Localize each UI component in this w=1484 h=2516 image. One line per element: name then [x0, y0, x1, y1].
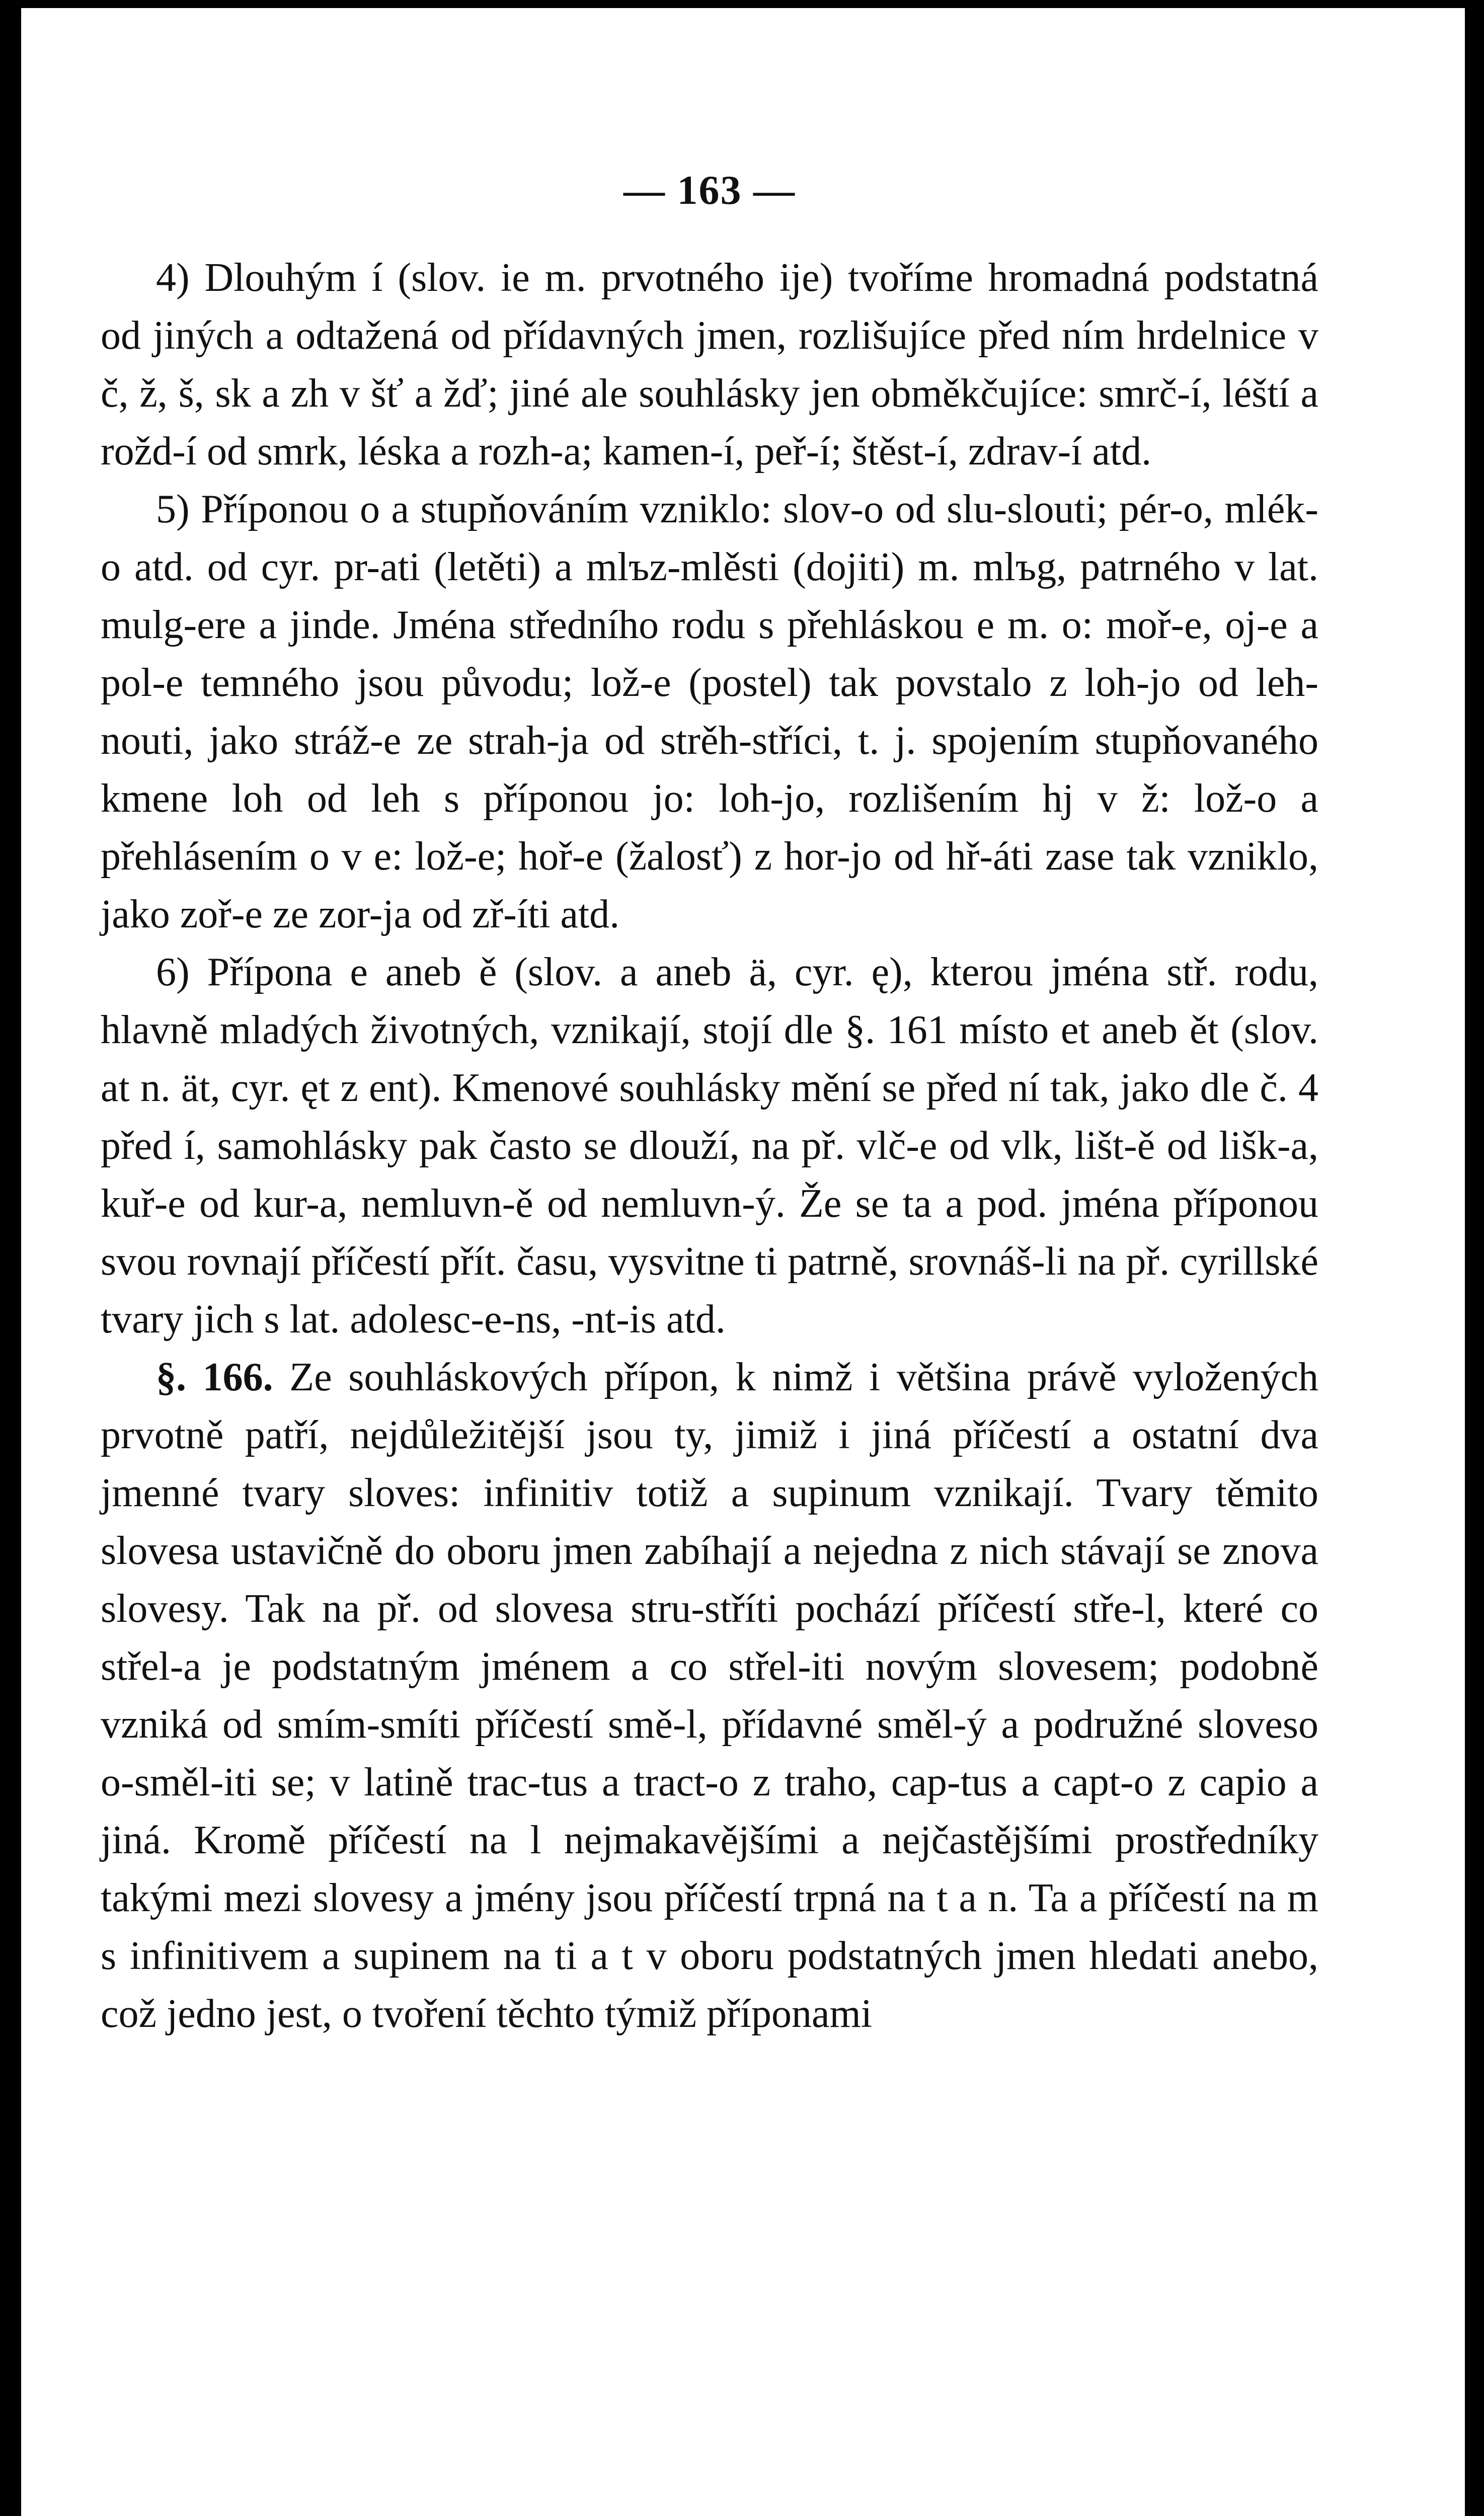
page-text-area	[101, 161, 1318, 2043]
paragraph-6: 6) Přípona e aneb ě (slov. a aneb ä, cyr. ę), kterou jména stř. rodu, hlavně mladých životných, vznikají, stojí dle §. 161 místo et aneb ět (slov. at n. ät, cyr. ęt z ent). Kmenové souhlásky mění se před ní tak, jako dle č. 4 před í, samohlásky pak často se dlouží, na př. vlč-e od vlk, lišt-ě od lišk-a, kuř-e od kur-a, nemluvn-ě od nemluvn-ý. Že se ta a pod. jména příponou svou rovnají příčestí přít. času, vysvitne ti patrně, srovnáš-li na př. cyrillské tvary jich s lat. adolesc-e-ns, -nt-is atd.	[101, 950, 1318, 1342]
scan-border-right	[1465, 0, 1484, 2516]
section-label: §. 166.	[156, 1355, 273, 1399]
paragraph-4: 4) Dlouhým í (slov. ie m. prvotného ije) tvoříme hromadná podstatná od jiných a odtažená od přídavných jmen, rozlišujíce před ním hrdelnice v č, ž, š, sk a zh v šť a žď; jiné ale souhlásky jen obměkčujíce: smrč-í, léští a rožd-í od smrk, léska a rozh-a; kamen-í, peř-í; štěst-í, zdrav-í atd.	[101, 256, 1318, 474]
section-166	[101, 1349, 1318, 2043]
scan-border-top	[0, 0, 1484, 8]
section-text: Ze souhláskových přípon, k nimž i většina právě vyložených prvotně patří, nejdůležitější jsou ty, jimiž i jiná příčestí a ostatní dva jmenné tvary sloves: infinitiv totiž a supinum vznikají. Tvary těmito slovesa ustavičně do oboru jmen zabíhají a nejedna z nich stávají se znova slovesy. Tak na př. od slovesa stru-stříti pochází příčestí stře-l, které co střel-a je podstatným jménem a co střel-iti novým slovesem; podobně vzniká od smím-smíti příčestí smě-l, přídavné směl-ý a podružné sloveso o-směl-iti se; v latině trac-tus a tract-o z traho, cap-tus a capt-o z capio a jiná. Kromě příčestí na l nejmakavějšími a nejčastějšími prostředníky takými mezi slovesy a jmény jsou příčestí trpná na t a n. Ta a příčestí na m s infinitivem a supinem na ti a t v oboru podstatných jmen hledati anebo, což jedno jest, o tvoření těchto týmiž příponami	[101, 1355, 1319, 2036]
paragraph-5: 5) Příponou o a stupňováním vzniklo: slov-o od slu-slouti; pér-o, mlék-o atd. od cyr. pr-ati (letěti) a mlъz-mlěsti (dojiti) m. mlъg, patrného v lat. mulg-ere a jinde. Jména středního rodu s přehláskou e m. o: moř-e, oj-e a pol-e temného jsou původu; lož-e (postel) tak povstalo z loh-jo od leh-nouti, jako stráž-e ze strah-ja od strěh-stříci, t. j. spojením stupňovaného kmene loh od leh s příponou jo: loh-jo, rozlišením hj v ž: lož-o a přehlásením o v e: lož-e; hoř-e (žalosť) z hor-jo od hř-áti zase tak vzniklo, jako zoř-e ze zor-ja od zř-íti atd.	[101, 487, 1318, 936]
scan-border-left	[0, 0, 21, 2516]
page-number: — 163 —	[623, 167, 796, 213]
